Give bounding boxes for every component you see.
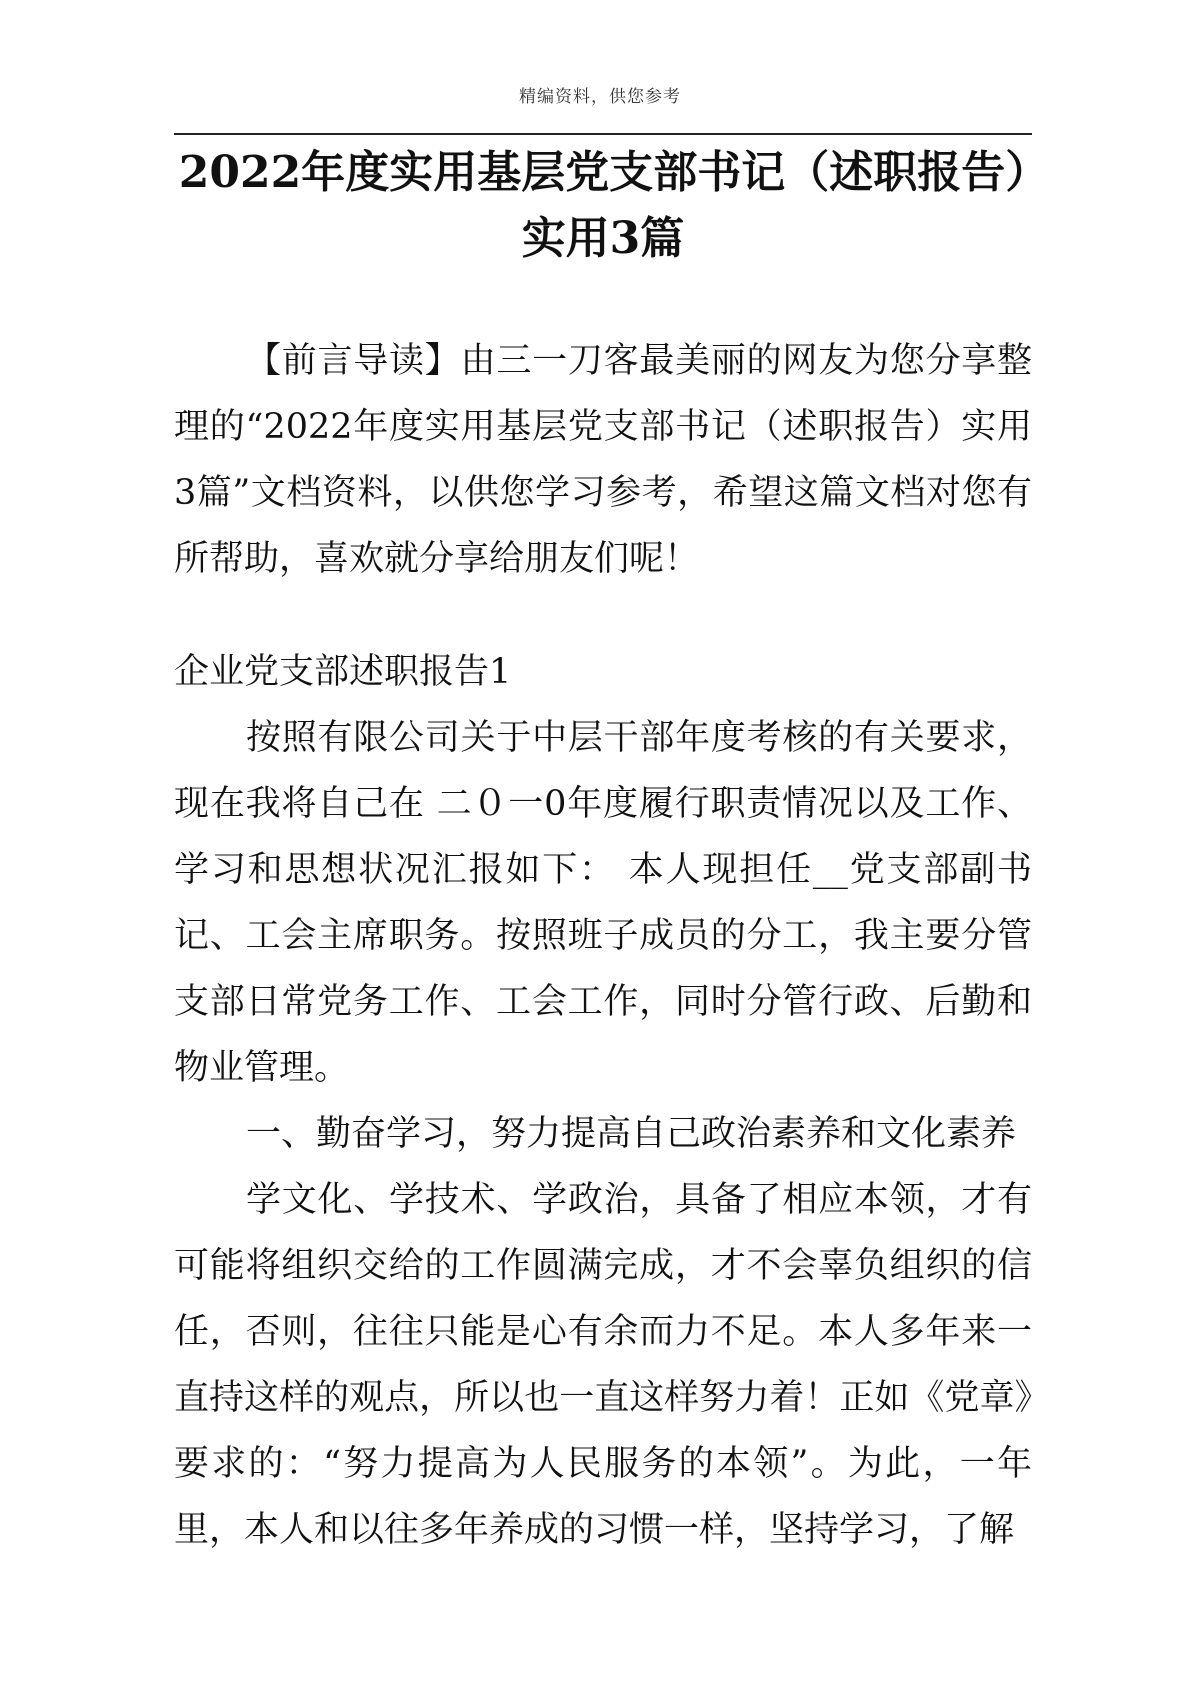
body-paragraph-2: 学文化、学技术、学政治，具备了相应本领，才有可能将组织交给的工作圆满完成，才不会辜负组织的信任，否则，往往只能是心有余而力不足。本人多年来一直持这样的观点，所以也一直这样努力着！正如《党章》要求的：“努力提高为人民服务的本领”。为此，一年里，本人和以往多年养成的习惯一样，坚持学习，了解 bbox=[174, 1180, 1032, 1550]
section-heading: 企业党支部述职报告1 bbox=[174, 652, 512, 692]
document-body bbox=[174, 639, 1032, 1563]
subheading-paragraph: 一、勤奋学习，努力提高自己政治素养和文化素养 bbox=[246, 1114, 1017, 1154]
header-divider bbox=[174, 133, 1032, 135]
header-note: 精编资料，供您参考 bbox=[519, 87, 681, 107]
intro-paragraph bbox=[174, 328, 1032, 592]
intro-text: 【前言导读】由三一刀客最美丽的网友为您分享整理的“2022年度实用基层党支部书记（述职报告）实用3篇”文档资料，以供您学习参考，希望这篇文档对您有所帮助，喜欢就分享给朋友们呢！ bbox=[174, 341, 1032, 579]
document-title: 2022年度实用基层党支部书记（述职报告）实用3篇 bbox=[178, 147, 1028, 264]
body-paragraph-1: 按照有限公司关于中层干部年度考核的有关要求，现在我将自己在 二０一0年度履行职责情况以及工作、学习和思想状况汇报如下： 本人现担任__党支部副书记、工会主席职务。按照班子成员的分工，我主要分管支部日常党务工作、工会工作，同时分管行政、后勤和物业管理。 bbox=[174, 718, 1032, 1088]
